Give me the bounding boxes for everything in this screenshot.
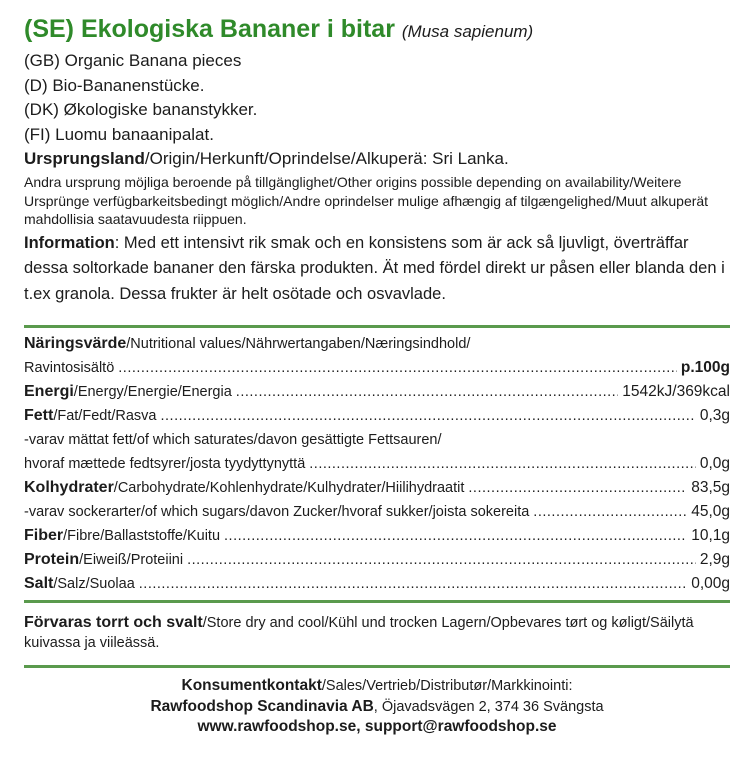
product-title [24,12,730,49]
fat-label: Fett [24,407,54,424]
information-paragraph [24,231,730,308]
contact-label-rest: /Sales/Vertrieb/Distributør/Markkinointi: [321,678,573,694]
saturates-line2: hvoraf mættede fedtsyrer/josta tyydyttynyttä [24,456,306,472]
nutrition-header-fi: Ravintosisältö [24,360,115,376]
leader-dots [224,524,687,548]
website-link[interactable]: www.rawfoodshop.se [197,718,357,735]
leader-dots [118,356,677,380]
contact-separator: , [356,718,365,735]
saturates-value: 0,0g [699,455,730,472]
name-de: (D) Bio-Bananenstücke. [24,75,205,95]
energy-label: Energi [24,383,74,400]
per-100g: p.100g [680,359,730,376]
saturates-line1: -varav mättat fett/of which saturates/davon gesättigte Fettsauren/ [24,432,442,448]
nutrition-row-sugars [24,500,730,524]
fibre-label: Fiber [24,527,64,544]
leader-dots [309,452,696,476]
nutrition-row-saturates [24,452,730,476]
protein-label: Protein [24,551,80,568]
origin-text: /Origin/Herkunft/Oprindelse/Alkuperä: Sri Lanka. [144,149,509,168]
company-name: Rawfoodshop Scandinavia AB [150,697,374,715]
company-address: , Öjavadsvägen 2, 374 36 Svängsta [373,698,604,715]
salt-label: Salt [24,575,54,592]
leader-dots [533,500,687,524]
nutrition-row-fat [24,404,730,428]
nutrition-row-fibre [24,524,730,548]
salt-rest: /Salz/Suolaa [53,576,135,592]
energy-value: 1542kJ/369kcal [622,383,730,400]
information-label: Information [24,233,115,252]
energy-rest: /Energy/Energie/Energia [73,384,232,400]
protein-rest: /Eiweiß/Proteiini [79,552,184,568]
origin-line [24,147,730,171]
origin-note: Andra ursprung möjliga beroende på tillgänglighet/Other origins possible depending on availability/Weitere Ursprünge verfügbarkeitsbedingt möglich/Andre oprindelser mulige afhængig af tilgængelighed/Muut alkuperät mahdollisia saatavuudesta riippuen. [24,174,709,227]
fibre-rest: /Fibre/Ballaststoffe/Kuitu [63,528,221,544]
nutrition-row-energy [24,380,730,404]
nutrition-header-line1 [24,332,730,356]
leader-dots [236,380,618,404]
storage-instructions [24,603,730,665]
sugars-value: 45,0g [691,503,730,520]
nutrition-header-label: Näringsvärde [24,335,127,352]
carbohydrate-rest: /Carbohydrate/Kohlenhydrate/Kulhydrater/Hiilihydraatit [113,480,465,496]
information-text: : Med ett intensivt rik smak och en konsistens som är ack så ljuvligt, överträffar dessa soltorkade bananer den färska produkten. Ät med fördel direkt ur påsen eller blanda den i t.ex granola. Dessa frukter är helt osötade och osvavlade. [24,233,725,303]
carbohydrate-value: 83,5g [691,479,730,496]
fat-rest: /Fat/Fedt/Rasva [53,408,157,424]
leader-dots [468,476,687,500]
contact-line3 [24,717,730,738]
leader-dots [139,572,687,596]
leader-dots [187,548,696,572]
contact-label: Konsumentkontakt [181,677,322,694]
name-fi: (FI) Luomu banaanipalat. [24,124,214,144]
carbohydrate-label: Kolhydrater [24,479,114,496]
product-name: (SE) Ekologiska Bananer i bitar [24,15,395,43]
nutrition-row-protein [24,548,730,572]
name-gb: (GB) Organic Banana pieces [24,51,242,70]
fibre-value: 10,1g [691,527,730,544]
storage-label: Förvaras torrt och svalt [24,614,203,631]
nutrition-row-salt [24,572,730,596]
sugars-label: -varav sockerarter/of which sugars/davon Zucker/hvoraf sukker/joista sokereita [24,504,530,520]
nutrition-row-carbohydrate [24,476,730,500]
name-dk: (DK) Økologiske bananstykker. [24,100,258,119]
product-label [24,12,730,738]
origin-label: Ursprungsland [24,149,145,168]
email-link[interactable]: support@rawfoodshop.se [364,718,557,735]
contact-line2 [24,697,730,718]
consumer-contact [24,668,730,738]
salt-value: 0,00g [691,575,730,592]
fat-value: 0,3g [699,407,730,424]
nutrition-header-rest: /Nutritional values/Nährwertangaben/Næringsindhold/ [126,336,471,352]
nutrition-table [24,328,730,600]
latin-name: (Musa sapienum) [401,22,534,41]
protein-value: 2,9g [699,551,730,568]
storage-text: /Store dry and cool/Kühl und trocken Lagern/Opbevares tørt og køligt/Säilytä kuivassa ja viileässä. [24,615,694,651]
leader-dots [160,404,695,428]
contact-line1 [24,676,730,697]
nutrition-header-line2 [24,356,730,380]
